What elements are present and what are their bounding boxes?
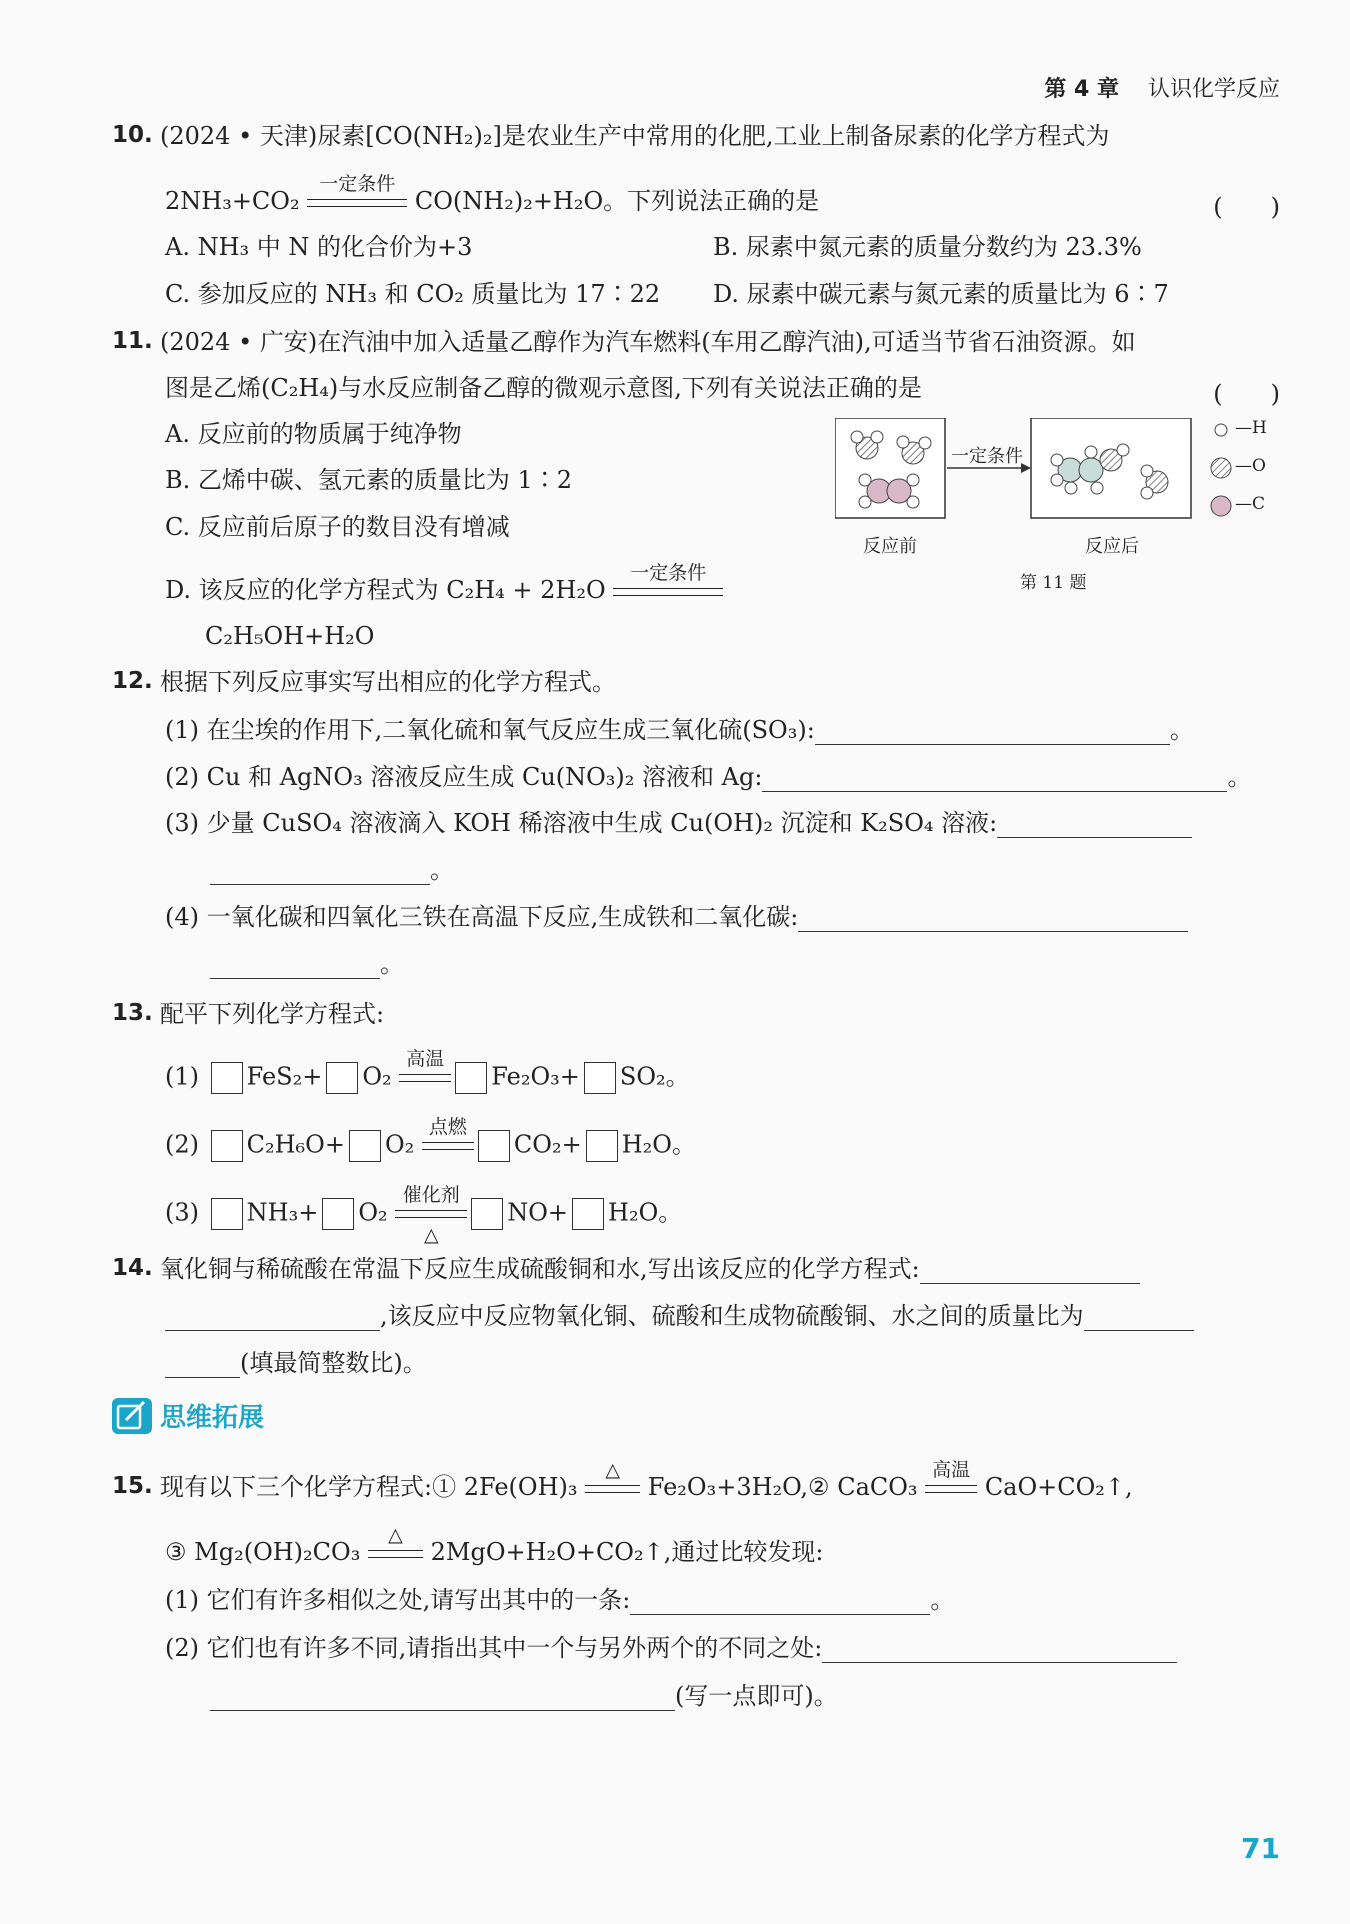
formula: NH₃+	[246, 1198, 319, 1227]
condition-label: 一定条件	[630, 561, 707, 584]
coefficient-box[interactable]	[455, 1062, 487, 1094]
question-text-part: Fe₂O₃+3H₂O,② CaCO₃	[647, 1473, 918, 1501]
equation-reactants: 2NH₃+CO₂	[165, 187, 300, 215]
reaction-condition	[613, 561, 723, 596]
option-c: C. 参加反应的 NH₃ 和 CO₂ 质量比为 17∶22	[165, 280, 661, 308]
formula: O₂	[384, 1130, 415, 1159]
question-text-part: 现有以下三个化学方程式:① 2Fe(OH)₃	[160, 1473, 578, 1501]
period: 。	[1227, 763, 1252, 791]
legend-c: —C	[1235, 494, 1266, 514]
sub-question	[165, 903, 1188, 932]
formula: NO+	[507, 1198, 569, 1227]
option-b: B. 乙烯中碳、氢元素的质量比为 1∶2	[165, 466, 573, 494]
period: 。	[380, 950, 404, 978]
sub-question-text: (2) Cu 和 AgNO₃ 溶液反应生成 Cu(NO₃)₂ 溶液和 Ag:	[165, 763, 763, 791]
formula: H₂O。	[608, 1198, 683, 1227]
answer-blank[interactable]	[210, 952, 380, 979]
question-number: 14.	[112, 1255, 153, 1281]
coefficient-box[interactable]	[211, 1130, 243, 1162]
answer-blank[interactable]	[822, 1636, 1177, 1663]
formula: C₂H₆O+	[246, 1130, 345, 1159]
condition-label: 一定条件	[319, 172, 396, 195]
sub-question	[165, 1634, 1177, 1663]
balance-equation-2	[165, 1116, 696, 1162]
question-text-part: ,该反应中反应物氧化铜、硫酸和生成物硫酸铜、水之间的质量比为	[380, 1302, 1084, 1330]
answer-blank[interactable]	[630, 1588, 930, 1615]
sub-question	[165, 809, 1192, 838]
reaction-condition	[307, 172, 407, 207]
balance-equation-1	[165, 1048, 690, 1094]
question-text: (2024 • 广安)在汽油中加入适量乙醇作为汽车燃料(车用乙醇汽油),可适当节省石油资源。如	[160, 328, 1136, 356]
sub-question-text: (1) 它们有许多相似之处,请写出其中的一条:	[165, 1586, 631, 1614]
pencil-note-icon	[112, 1398, 152, 1434]
option-d-products: C₂H₅OH+H₂O	[205, 622, 375, 650]
pencil-note-glyph	[112, 1398, 152, 1434]
equals-sign	[422, 1142, 474, 1150]
answer-blank[interactable]	[815, 718, 1170, 745]
chapter-number: 第 4 章	[1044, 77, 1119, 102]
question-text: 图是乙烯(C₂H₄)与水反应制备乙醇的微观示意图,下列有关说法正确的是	[165, 374, 922, 402]
reaction-condition	[925, 1458, 977, 1493]
coefficient-box[interactable]	[211, 1062, 243, 1094]
question-text	[165, 1302, 1194, 1331]
formula: FeS₂+	[246, 1062, 323, 1091]
micro-reaction-diagram	[835, 418, 1305, 593]
answer-blank[interactable]	[165, 1304, 380, 1331]
period: 。	[930, 1586, 955, 1614]
question-text-part: (填最简整数比)。	[240, 1349, 427, 1377]
sub-question	[165, 763, 1251, 792]
formula: CO₂+	[513, 1130, 582, 1159]
question-number: 10.	[112, 122, 153, 148]
coefficient-box[interactable]	[586, 1130, 618, 1162]
option-a: A. 反应前的物质属于纯净物	[165, 420, 462, 448]
coefficient-box[interactable]	[326, 1062, 358, 1094]
answer-blank[interactable]	[762, 765, 1227, 792]
reaction-condition	[399, 1048, 451, 1082]
sub-question	[165, 716, 1194, 745]
coefficient-box[interactable]	[471, 1198, 503, 1230]
sub-question	[165, 1586, 954, 1615]
reaction-condition	[368, 1523, 423, 1558]
balance-equation-3	[165, 1184, 683, 1246]
answer-blank[interactable]	[997, 811, 1192, 838]
coefficient-box[interactable]	[584, 1062, 616, 1094]
after-label: 反应后	[1085, 536, 1139, 557]
question-text	[165, 1349, 427, 1378]
question-text-part: 2MgO+H₂O+CO₂↑,通过比较发现:	[430, 1538, 824, 1566]
sub-question-label: (2)	[165, 1130, 199, 1159]
question-text: (2024 • 天津)尿素[CO(NH₂)₂]是农业生产中常用的化肥,工业上制备尿素的化学方程式为	[160, 122, 1110, 150]
formula: H₂O。	[621, 1130, 696, 1159]
answer-parentheses: ( )	[1213, 380, 1280, 408]
option-b: B. 尿素中氮元素的质量分数约为 23.3%	[713, 233, 1142, 261]
sub-question-continuation	[210, 950, 404, 979]
period: 。	[1169, 716, 1194, 744]
equals-sign	[399, 1074, 451, 1082]
equation-line	[165, 1523, 824, 1567]
question-text-part: CaO+CO₂↑,	[984, 1473, 1133, 1501]
answer-blank[interactable]	[920, 1257, 1140, 1284]
formula: SO₂。	[619, 1062, 690, 1091]
sub-question-text: (写一点即可)。	[675, 1682, 838, 1710]
answer-blank[interactable]	[165, 1351, 240, 1378]
equation-line	[160, 1458, 1133, 1502]
answer-blank[interactable]	[1084, 1304, 1194, 1331]
question-number: 11.	[112, 328, 153, 354]
before-label: 反应前	[863, 536, 917, 557]
section-title: 思维拓展	[160, 1403, 265, 1433]
answer-blank[interactable]	[210, 858, 430, 885]
sub-question-continuation	[210, 1682, 838, 1711]
condition-label: 点燃	[428, 1116, 467, 1138]
period: 。	[430, 856, 454, 884]
question-number: 15.	[112, 1473, 153, 1499]
section-heading	[112, 1397, 264, 1434]
coefficient-box[interactable]	[478, 1130, 510, 1162]
equals-sign	[307, 199, 407, 207]
answer-blank[interactable]	[798, 905, 1188, 932]
question-text: 根据下列反应事实写出相应的化学方程式。	[160, 668, 616, 696]
formula: Fe₂O₃+	[491, 1062, 580, 1091]
reaction-condition	[585, 1458, 640, 1493]
equals-sign	[925, 1485, 977, 1493]
question-number: 13.	[112, 1000, 153, 1026]
equals-sign	[613, 588, 723, 596]
question-text-part: ③ Mg₂(OH)₂CO₃	[165, 1538, 361, 1566]
sub-question-text: (3) 少量 CuSO₄ 溶液滴入 KOH 稀溶液中生成 Cu(OH)₂ 沉淀和 K₂SO₄ 溶液:	[165, 809, 998, 837]
question-text-part: 氧化铜与稀硫酸在常温下反应生成硫酸铜和水,写出该反应的化学方程式:	[160, 1255, 920, 1283]
formula: O₂	[362, 1062, 392, 1091]
figure-caption: 第 11 题	[1020, 573, 1087, 593]
equation-products: CO(NH₂)₂+H₂O。下列说法正确的是	[414, 187, 820, 215]
page-header	[1044, 72, 1280, 103]
page-number: 71	[1241, 1832, 1280, 1865]
equals-sign	[585, 1485, 640, 1493]
reaction-condition	[422, 1116, 474, 1150]
option-d: D. 尿素中碳元素与氮元素的质量比为 6∶7	[713, 280, 1169, 308]
legend-h: —H	[1235, 418, 1267, 438]
formula: O₂	[358, 1198, 388, 1227]
question-number: 12.	[112, 668, 153, 694]
heat-symbol: △	[423, 1224, 439, 1246]
question-text: 配平下列化学方程式:	[160, 1000, 385, 1028]
sub-question-text: (2) 它们也有许多不同,请指出其中一个与另外两个的不同之处:	[165, 1634, 823, 1662]
equals-sign	[368, 1550, 423, 1558]
heat-symbol: △	[605, 1458, 620, 1481]
coefficient-box[interactable]	[349, 1130, 381, 1162]
question-text	[160, 1255, 1140, 1284]
condition-label: 催化剂	[402, 1184, 460, 1206]
chapter-title: 认识化学反应	[1147, 77, 1280, 102]
answer-parentheses: ( )	[1213, 193, 1280, 221]
option-c: C. 反应前后原子的数目没有增减	[165, 513, 510, 541]
option-d	[165, 561, 723, 605]
condition-label: 高温	[406, 1048, 445, 1070]
reaction-condition	[395, 1184, 467, 1246]
sub-question-text: (4) 一氧化碳和四氧化三铁在高温下反应,生成铁和二氧化碳:	[165, 903, 799, 931]
equation-line	[165, 172, 820, 216]
condition-label: 高温	[932, 1458, 971, 1481]
sub-question-label: (3)	[165, 1198, 199, 1227]
legend-o: —O	[1235, 456, 1266, 476]
sub-question-text: (1) 在尘埃的作用下,二氧化硫和氧气反应生成三氧化硫(SO₃):	[165, 716, 815, 744]
arrow-condition-label: 一定条件	[951, 446, 1023, 467]
sub-question-label: (1)	[165, 1062, 199, 1091]
coefficient-box[interactable]	[211, 1198, 243, 1230]
coefficient-box[interactable]	[572, 1198, 604, 1230]
option-a: A. NH₃ 中 N 的化合价为+3	[165, 233, 473, 261]
option-d-reactants: D. 该反应的化学方程式为 C₂H₄ + 2H₂O	[165, 576, 606, 604]
coefficient-box[interactable]	[322, 1198, 354, 1230]
equals-sign	[395, 1210, 467, 1218]
heat-symbol: △	[388, 1523, 403, 1546]
answer-blank[interactable]	[210, 1684, 675, 1711]
sub-question-continuation	[210, 856, 454, 885]
